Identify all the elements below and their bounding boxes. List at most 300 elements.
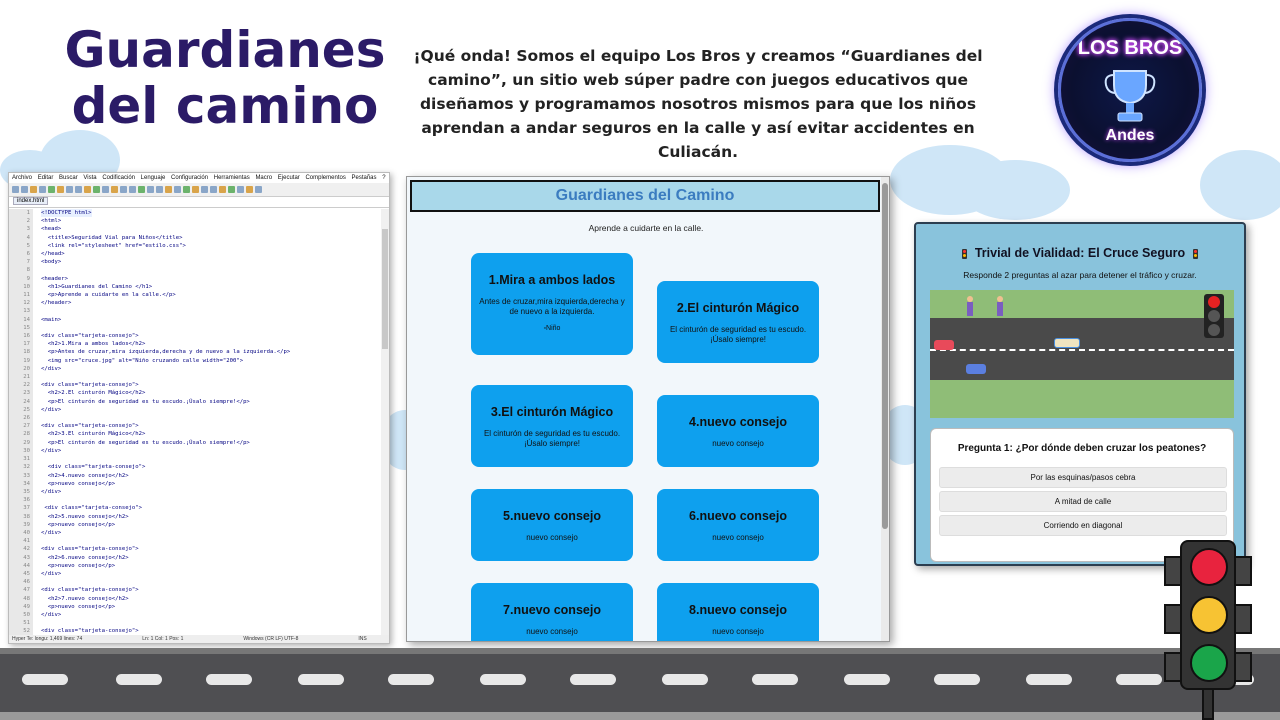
fold-marker — [33, 299, 41, 307]
line-number: 31 — [9, 455, 33, 463]
code-line[interactable] — [9, 496, 381, 504]
toolbar-icon[interactable] — [219, 186, 226, 193]
traffic-light-icon — [962, 249, 967, 259]
menu-item[interactable]: Pestañas — [351, 175, 377, 181]
code-text: <h1>Guardianes del Camino </h1> — [41, 283, 153, 290]
fold-marker — [33, 234, 41, 242]
site-subtitle: Aprende a cuidarte en la calle. — [588, 223, 704, 233]
tip-card-text: nuevo consejo — [526, 533, 578, 542]
title-line-2: del camino — [71, 77, 379, 135]
title-line-1: Guardianes — [64, 21, 386, 79]
page-title — [40, 22, 410, 134]
tip-card[interactable] — [471, 489, 633, 561]
code-line[interactable] — [9, 291, 381, 299]
fold-marker — [33, 619, 41, 627]
fold-marker — [33, 258, 41, 266]
fold-marker — [33, 365, 41, 373]
line-number: 21 — [9, 373, 33, 381]
broken-image-icon: ▫Niño — [543, 325, 561, 332]
toolbar-icon[interactable] — [156, 186, 163, 193]
fold-marker — [33, 266, 41, 274]
code-text: <head> — [41, 226, 62, 233]
fold-marker — [33, 537, 41, 545]
pedestrian-icon — [966, 296, 974, 318]
line-number: 30 — [9, 447, 33, 455]
code-line[interactable] — [9, 225, 381, 233]
tip-card-text: nuevo consejo — [712, 627, 764, 636]
fold-marker — [33, 381, 41, 389]
code-text: <p>Antes de cruzar,mira izquierda,derecha y de nuevo a la izquierda.</p> — [41, 349, 291, 356]
code-line[interactable] — [9, 586, 381, 594]
code-line[interactable] — [9, 357, 381, 365]
code-line[interactable] — [9, 570, 381, 578]
trivia-game-window — [914, 222, 1246, 566]
toolbar-icon[interactable] — [237, 186, 244, 193]
logo-top-text: LOS BROS — [1077, 37, 1183, 59]
code-line[interactable] — [9, 209, 381, 217]
code-area[interactable] — [9, 209, 381, 635]
line-number: 44 — [9, 562, 33, 570]
bus-icon — [1054, 338, 1080, 348]
line-number: 14 — [9, 316, 33, 324]
line-number: 15 — [9, 324, 33, 332]
fold-marker — [33, 209, 41, 217]
code-line[interactable] — [9, 324, 381, 332]
tip-card-text: nuevo consejo — [526, 627, 578, 636]
green-lamp — [1190, 644, 1228, 682]
los-bros-logo — [1058, 18, 1202, 162]
code-text: <header> — [41, 275, 68, 282]
toolbar-icon[interactable] — [57, 186, 64, 193]
code-text: <div class="tarjeta-consejo"> — [41, 423, 139, 430]
code-line[interactable] — [9, 480, 381, 488]
fold-marker — [33, 373, 41, 381]
code-line[interactable] — [9, 365, 381, 373]
menu-item[interactable]: Buscar — [59, 175, 78, 181]
line-number: 18 — [9, 348, 33, 356]
menu-item[interactable]: Codificación — [102, 175, 135, 181]
toolbar-icon[interactable] — [21, 186, 28, 193]
code-line[interactable] — [9, 373, 381, 381]
code-text: <h2>3.El cinturón Mágico</h2> — [41, 431, 146, 438]
traffic-light-visor — [1234, 604, 1252, 634]
logo-bottom-text: Andes — [1105, 127, 1155, 144]
code-line[interactable] — [9, 266, 381, 274]
code-line[interactable] — [9, 422, 381, 430]
code-text: <html> — [41, 218, 62, 225]
code-line[interactable] — [9, 307, 381, 315]
site-scrollbar[interactable] — [881, 177, 889, 641]
line-number: 19 — [9, 357, 33, 365]
code-text: <link rel="stylesheet" href="estilo.css"> — [41, 242, 186, 249]
code-line[interactable] — [9, 537, 381, 545]
code-text: <h2>4.nuevo consejo</h2> — [41, 472, 129, 479]
line-number: 2 — [9, 217, 33, 225]
tip-card[interactable] — [657, 583, 819, 642]
code-line[interactable] — [9, 545, 381, 553]
fold-marker — [33, 307, 41, 315]
code-line[interactable] — [9, 529, 381, 537]
code-line[interactable] — [9, 250, 381, 258]
code-line[interactable] — [9, 488, 381, 496]
toolbar-icon[interactable] — [102, 186, 109, 193]
toolbar-icon[interactable] — [111, 186, 118, 193]
code-text: <h2>5.nuevo consejo</h2> — [41, 513, 129, 520]
lane-marking — [752, 674, 798, 685]
fold-marker — [33, 455, 41, 463]
traffic-light-icon — [1204, 294, 1224, 338]
answer-option-button[interactable]: Corriendo en diagonal — [939, 515, 1227, 536]
scrollbar-thumb[interactable] — [382, 229, 388, 349]
fold-marker — [33, 340, 41, 348]
code-line[interactable] — [9, 340, 381, 348]
line-number: 23 — [9, 389, 33, 397]
toolbar-icon[interactable] — [75, 186, 82, 193]
trivia-title — [916, 246, 1244, 260]
line-number: 20 — [9, 365, 33, 373]
website-preview — [406, 176, 890, 642]
code-text: <div class="tarjeta-consejo"> — [41, 333, 139, 340]
lane-marking — [480, 674, 526, 685]
tip-card[interactable] — [657, 395, 819, 467]
scrollbar-thumb[interactable] — [882, 183, 888, 529]
fold-marker — [33, 414, 41, 422]
tip-card-title: 4.nuevo consejo — [689, 415, 787, 429]
code-text: <div class="tarjeta-consejo"> — [41, 628, 139, 635]
code-line[interactable] — [9, 447, 381, 455]
code-line[interactable] — [9, 234, 381, 242]
code-line[interactable] — [9, 283, 381, 291]
toolbar-icon[interactable] — [174, 186, 181, 193]
lane-marking — [206, 674, 252, 685]
code-text: <h2>1.Mira a ambos lados</h2> — [41, 341, 146, 348]
toolbar-icon[interactable] — [138, 186, 145, 193]
fold-marker — [33, 488, 41, 496]
fold-marker — [33, 504, 41, 512]
code-text: <p>nuevo consejo</p> — [41, 603, 116, 610]
code-line[interactable] — [9, 513, 381, 521]
fold-marker — [33, 578, 41, 586]
line-number: 24 — [9, 398, 33, 406]
tip-card-title: 6.nuevo consejo — [689, 509, 787, 523]
street-decoration — [0, 648, 1280, 720]
fold-marker — [33, 332, 41, 340]
code-line[interactable] — [9, 275, 381, 283]
line-number: 29 — [9, 439, 33, 447]
code-line[interactable] — [9, 381, 381, 389]
toolbar-icon[interactable] — [120, 186, 127, 193]
menu-item[interactable]: Configuración — [171, 175, 209, 181]
toolbar-icon[interactable] — [129, 186, 136, 193]
code-line[interactable] — [9, 521, 381, 529]
answer-option-button[interactable]: Por las esquinas/pasos cebra — [939, 467, 1227, 488]
fold-marker — [33, 357, 41, 365]
toolbar-icon[interactable] — [147, 186, 154, 193]
code-text: </div> — [41, 488, 62, 495]
fold-marker — [33, 422, 41, 430]
toolbar-icon[interactable] — [192, 186, 199, 193]
code-text: <p>nuevo consejo</p> — [41, 521, 116, 528]
code-text: </div> — [41, 529, 62, 536]
tip-card-title: 5.nuevo consejo — [503, 509, 601, 523]
fold-marker — [33, 472, 41, 480]
line-number: 51 — [9, 619, 33, 627]
tip-card-title: 3.El cinturón Mágico — [490, 405, 614, 419]
code-text: <p>El cinturón de seguridad es tu escudo.¡Úsalo siempre!</p> — [41, 439, 250, 446]
lane-marking — [298, 674, 344, 685]
tip-card[interactable] — [657, 281, 819, 363]
red-lamp — [1190, 548, 1228, 586]
line-number: 25 — [9, 406, 33, 414]
line-number: 50 — [9, 611, 33, 619]
tip-card-title: 8.nuevo consejo — [689, 603, 787, 617]
editor-statusbar — [9, 635, 389, 643]
line-number: 32 — [9, 463, 33, 471]
line-number: 4 — [9, 234, 33, 242]
fold-marker — [33, 439, 41, 447]
code-line[interactable] — [9, 406, 381, 414]
toolbar-icon[interactable] — [39, 186, 46, 193]
code-text: </header> — [41, 300, 72, 307]
code-text: <main> — [41, 316, 62, 323]
menu-item[interactable]: Macro — [255, 175, 273, 181]
fold-marker — [33, 316, 41, 324]
tip-card-text: nuevo consejo — [712, 533, 764, 542]
code-text: <div class="tarjeta-consejo"> — [41, 464, 146, 471]
toolbar-icon[interactable] — [66, 186, 73, 193]
menu-item[interactable]: Editar — [37, 175, 54, 181]
lane-marking — [116, 674, 162, 685]
code-text: <div class="tarjeta-consejo"> — [41, 546, 139, 553]
line-number: 49 — [9, 603, 33, 611]
code-text: <img src="cruce.jpg" alt="Niño cruzando calle width="200"> — [41, 357, 244, 364]
tip-card[interactable] — [471, 385, 633, 467]
status-position: Ln: 1 Col: 1 Pos: 1 — [142, 636, 184, 642]
code-line[interactable] — [9, 578, 381, 586]
menu-item[interactable]: Archivo — [12, 175, 33, 181]
tip-card[interactable] — [471, 253, 633, 355]
fold-marker — [33, 480, 41, 488]
toolbar-icon[interactable] — [183, 186, 190, 193]
lane-marking — [388, 674, 434, 685]
line-number: 16 — [9, 332, 33, 340]
line-number: 39 — [9, 521, 33, 529]
code-line[interactable] — [9, 258, 381, 266]
line-number: 13 — [9, 307, 33, 315]
status-file: Hyper Te: longu: 1,469 lines: 74 — [12, 636, 83, 642]
trivia-title-text: Trivial de Vialidad: El Cruce Seguro — [974, 246, 1186, 260]
fold-marker — [33, 521, 41, 529]
traffic-light-housing — [1180, 540, 1236, 690]
status-eol: Windows (CR LF) UTF-8 — [243, 636, 299, 642]
line-number: 35 — [9, 488, 33, 496]
line-number: 12 — [9, 299, 33, 307]
fold-marker — [33, 348, 41, 356]
toolbar-icon[interactable] — [210, 186, 217, 193]
line-number: 9 — [9, 275, 33, 283]
crossing-scene — [930, 290, 1234, 418]
code-line[interactable] — [9, 389, 381, 397]
code-line[interactable] — [9, 472, 381, 480]
code-line[interactable] — [9, 504, 381, 512]
fold-marker — [33, 217, 41, 225]
fold-marker — [33, 398, 41, 406]
code-line[interactable] — [9, 603, 381, 611]
line-number: 27 — [9, 422, 33, 430]
tip-card[interactable] — [657, 489, 819, 561]
fold-marker — [33, 324, 41, 332]
code-text: </head> — [41, 251, 65, 258]
fold-marker — [33, 406, 41, 414]
menu-item[interactable]: Herramientas — [213, 175, 250, 181]
fold-marker — [33, 242, 41, 250]
fold-marker — [33, 225, 41, 233]
line-number: 5 — [9, 242, 33, 250]
code-text: </div> — [41, 611, 62, 618]
code-line[interactable] — [9, 217, 381, 225]
code-line[interactable] — [9, 562, 381, 570]
code-line[interactable] — [9, 430, 381, 438]
code-line[interactable] — [9, 619, 381, 627]
fold-marker — [33, 570, 41, 578]
fold-marker — [33, 562, 41, 570]
answer-option-button[interactable]: A mitad de calle — [939, 491, 1227, 512]
line-number: 17 — [9, 340, 33, 348]
fold-marker — [33, 554, 41, 562]
code-text: <h2>7.nuevo consejo</h2> — [41, 595, 129, 602]
code-line[interactable] — [9, 595, 381, 603]
code-line[interactable] — [9, 348, 381, 356]
line-number: 28 — [9, 430, 33, 438]
tab-index-html[interactable]: index.html — [13, 197, 48, 205]
code-text: <p>nuevo consejo</p> — [41, 562, 116, 569]
car-icon — [934, 340, 954, 350]
code-text: <div class="tarjeta-consejo"> — [41, 382, 139, 389]
line-number: 7 — [9, 258, 33, 266]
fold-marker — [33, 291, 41, 299]
editor-toolbar — [9, 183, 389, 197]
fold-marker — [33, 586, 41, 594]
code-text: <h2>6.nuevo consejo</h2> — [41, 554, 129, 561]
intro-paragraph: ¡Qué onda! Somos el equipo Los Bros y creamos “Guardianes del camino”, un sitio web súper padre con juegos educativos que diseñamos y programamos nosotros mismos para que los niños aprendan a andar seguros en la calle y así evitar accidentes en Culiacán. — [413, 47, 983, 161]
menu-item[interactable]: ? — [382, 175, 386, 181]
code-line[interactable] — [9, 463, 381, 471]
fold-marker — [33, 447, 41, 455]
code-text: </div> — [41, 447, 62, 454]
lane-marking — [934, 674, 980, 685]
toolbar-icon[interactable] — [165, 186, 172, 193]
code-text: <title>Seguridad Vial para Niños</title> — [41, 234, 183, 241]
traffic-light-visor — [1234, 652, 1252, 682]
toolbar-icon[interactable] — [228, 186, 235, 193]
line-number: 33 — [9, 472, 33, 480]
fold-marker — [33, 595, 41, 603]
line-number: 37 — [9, 504, 33, 512]
code-line[interactable] — [9, 398, 381, 406]
fold-marker — [33, 250, 41, 258]
line-number: 47 — [9, 586, 33, 594]
code-line[interactable] — [9, 611, 381, 619]
toolbar-icon[interactable] — [93, 186, 100, 193]
code-text: <p>Aprende a cuidarte en la calle.</p> — [41, 292, 176, 299]
toolbar-icon[interactable] — [48, 186, 55, 193]
line-number: 42 — [9, 545, 33, 553]
car-icon — [966, 364, 986, 374]
site-header: Guardianes del Camino — [410, 180, 880, 212]
status-mode: INS — [358, 636, 367, 642]
editor-scrollbar[interactable] — [381, 209, 389, 635]
lane-divider — [930, 349, 1234, 351]
trophy-icon — [1102, 67, 1158, 127]
street-curb — [0, 712, 1280, 720]
line-number: 34 — [9, 480, 33, 488]
tip-card-title: 2.El cinturón Mágico — [676, 301, 800, 315]
lane-marking — [844, 674, 890, 685]
code-line[interactable] — [9, 439, 381, 447]
toolbar-icon[interactable] — [255, 186, 262, 193]
tip-card-title: 7.nuevo consejo — [503, 603, 601, 617]
toolbar-icon[interactable] — [84, 186, 91, 193]
line-number: 6 — [9, 250, 33, 258]
line-number: 48 — [9, 595, 33, 603]
line-number: 1 — [9, 209, 33, 217]
line-number: 45 — [9, 570, 33, 578]
fold-marker — [33, 603, 41, 611]
line-number: 10 — [9, 283, 33, 291]
code-line[interactable] — [9, 554, 381, 562]
tip-card-text: Antes de cruzar,mira izquierda,derecha y de nuevo a la izquierda. — [479, 297, 625, 316]
fold-marker — [33, 545, 41, 553]
menu-item[interactable]: Ejecutar — [277, 175, 300, 181]
line-number: 46 — [9, 578, 33, 586]
question-text: Pregunta 1: ¿Por dónde deben cruzar los peatones? — [957, 443, 1207, 454]
code-line[interactable] — [9, 332, 381, 340]
line-number: 41 — [9, 537, 33, 545]
menu-item[interactable]: Complementos — [305, 175, 346, 181]
code-line[interactable] — [9, 414, 381, 422]
toolbar-icon[interactable] — [12, 186, 19, 193]
fold-marker — [33, 529, 41, 537]
code-text: </div> — [41, 365, 62, 372]
toolbar-icon[interactable] — [201, 186, 208, 193]
menu-item[interactable]: Vista — [83, 175, 97, 181]
code-line[interactable] — [9, 316, 381, 324]
code-text: <body> — [41, 259, 62, 266]
code-line[interactable] — [9, 299, 381, 307]
fold-marker — [33, 496, 41, 504]
line-number: 36 — [9, 496, 33, 504]
line-number: 26 — [9, 414, 33, 422]
toolbar-icon[interactable] — [246, 186, 253, 193]
line-number: 11 — [9, 291, 33, 299]
menu-item[interactable]: Lenguaje — [140, 175, 166, 181]
code-text: <!DOCTYPE html> — [41, 210, 92, 216]
lane-marking — [1026, 674, 1072, 685]
file-tab-bar — [9, 197, 389, 208]
toolbar-icon[interactable] — [30, 186, 37, 193]
fold-marker — [33, 275, 41, 283]
editor-menubar — [9, 173, 389, 183]
line-number: 3 — [9, 225, 33, 233]
code-line[interactable] — [9, 242, 381, 250]
line-number: 22 — [9, 381, 33, 389]
code-line[interactable] — [9, 455, 381, 463]
trivia-subtitle: Responde 2 preguntas al azar para detener el tráfico y cruzar. — [963, 270, 1197, 280]
cloud-decoration — [1200, 150, 1280, 220]
street-curb — [0, 648, 1280, 654]
fold-marker — [33, 611, 41, 619]
tip-card[interactable] — [471, 583, 633, 642]
